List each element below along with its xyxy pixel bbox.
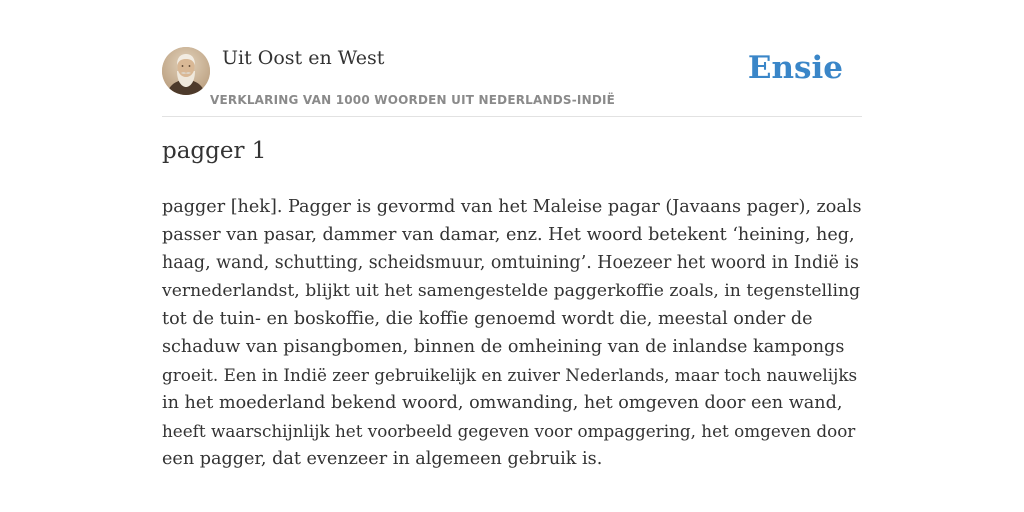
entry-body-line: groeit. Een in Indië zeer gebruikelijk en zuiver Nederlands, maar toch nauwelijks	[162, 365, 858, 385]
author-portrait-icon[interactable]	[162, 47, 210, 95]
entry-body-line: haag, wand, schutting, scheidsmuur, omtuining’. Hoezeer het woord in Indië is	[162, 253, 859, 273]
source-subtitle: VERKLARING VAN 1000 WOORDEN UIT NEDERLANDS-INDIË	[210, 93, 616, 107]
entry-body-line: in het moederland bekend woord, omwanding, het omgeven door een wand,	[162, 393, 843, 413]
ensie-logo-link[interactable]: Ensie	[747, 50, 843, 86]
entry-body-line: een pagger, dat evenzeer in algemeen gebruik is.	[162, 449, 603, 469]
entry-body-line: heeft waarschijnlijk het voorbeeld gegeven voor ompaggering, het omgeven door	[162, 421, 856, 441]
entry-body-line: pagger [hek]. Pagger is gevormd van het Maleise pagar (Javaans pager), zoals	[162, 197, 862, 217]
header	[162, 44, 862, 117]
entry-body-line: schaduw van pisangbomen, binnen de omheining van de inlandse kampongs	[162, 337, 845, 357]
source-title[interactable]: Uit Oost en West	[222, 47, 385, 69]
entry-title: pagger 1	[162, 138, 267, 164]
entry-body-line: vernederlandst, blijkt uit het samengestelde paggerkoffie zoals, in tegenstelling	[162, 281, 861, 301]
entry-body-line: tot de tuin- en boskoffie, die koffie genoemd wordt die, meestal onder de	[162, 309, 813, 329]
entry-body-line: passer van pasar, dammer van damar, enz. Het woord betekent ‘heining, heg,	[162, 225, 855, 245]
entry-body	[162, 193, 862, 473]
